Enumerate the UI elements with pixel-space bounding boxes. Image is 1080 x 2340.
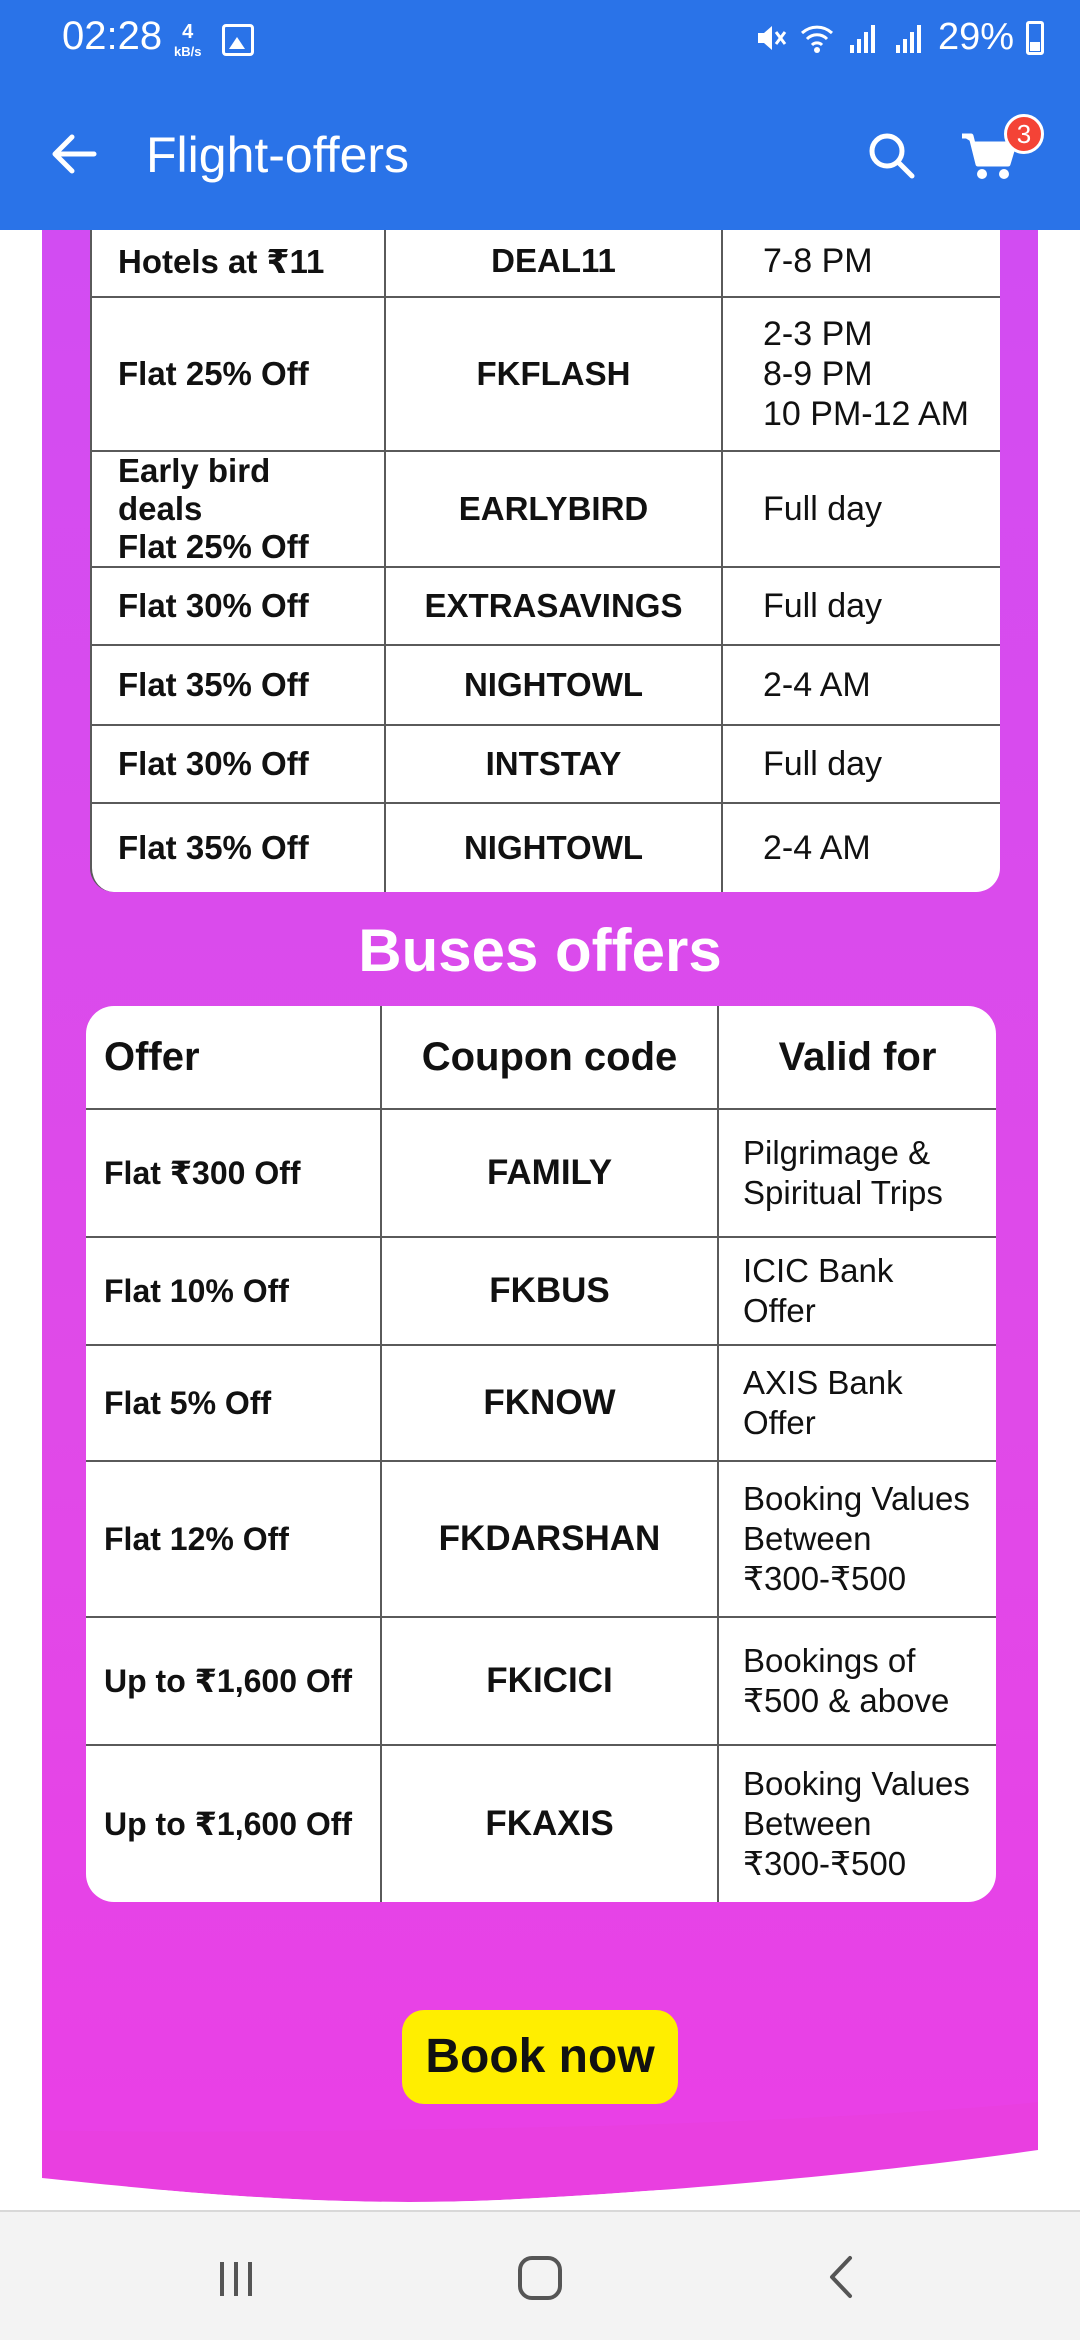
column-header: Coupon code [382, 1006, 719, 1110]
valid-line: ICIC Bank [743, 1252, 894, 1289]
valid-line: ₹500 & above [743, 1682, 950, 1719]
offer-cell [92, 646, 386, 726]
offer-label: Up to ₹1,600 Off [104, 1806, 353, 1842]
recent-apps-icon[interactable] [196, 2242, 276, 2312]
valid-line: 2-3 PM [763, 315, 873, 353]
coupon-code [386, 804, 723, 892]
column-header: Valid for [719, 1006, 996, 1110]
table-row [92, 568, 1000, 646]
coupon-code [382, 1346, 719, 1462]
valid-line: Between [743, 1805, 872, 1842]
valid-label: Full day [763, 490, 883, 528]
offer-cell [92, 804, 386, 892]
coupon-code-label: FKDARSHAN [438, 1519, 661, 1558]
table-row [92, 452, 1000, 568]
mute-icon [754, 21, 788, 55]
offer-label: Up to ₹1,600 Off [104, 1663, 353, 1699]
offer-cell [86, 1110, 382, 1238]
status-time: 02:28 [62, 14, 163, 58]
valid-label: Full day [763, 745, 883, 783]
offer-label: Flat 35% Off [118, 666, 309, 703]
valid-line: Offer [743, 1292, 816, 1329]
valid-line: 8-9 PM [763, 355, 873, 393]
network-speed-value: 4 [182, 21, 194, 43]
coupon-code-label: INTSTAY [485, 745, 622, 782]
coupon-code-label: FKFLASH [476, 355, 631, 392]
signal-icon [846, 21, 880, 55]
valid-cell [719, 1110, 996, 1238]
offer-label: Flat 5% Off [104, 1384, 272, 1421]
valid-label: Full day [763, 587, 883, 625]
column-header: Offer [86, 1006, 382, 1110]
coupon-code-label: FKNOW [483, 1383, 616, 1422]
offer-label: Flat ₹300 Off [104, 1155, 301, 1191]
offer-label: Flat 12% Off [104, 1520, 289, 1557]
offer-cell [92, 726, 386, 804]
coupon-code [382, 1238, 719, 1346]
status-icons [754, 16, 1044, 59]
coupon-code [382, 1462, 719, 1618]
offer-label: Flat 10% Off [104, 1272, 289, 1309]
valid-label: 7-8 PM [763, 242, 873, 280]
page-title: Flight-offers [146, 127, 410, 183]
valid-line: Bookings of [743, 1642, 916, 1679]
buses-offer-table [86, 1006, 996, 1902]
coupon-code-label: DEAL11 [491, 242, 616, 279]
table-header-row [86, 1006, 996, 1110]
image-icon [222, 24, 254, 56]
valid-cell [723, 298, 1000, 452]
valid-line: AXIS Bank [743, 1364, 903, 1401]
valid-label: 2-4 AM [763, 829, 871, 867]
coupon-code [386, 646, 723, 726]
wifi-icon [800, 21, 834, 55]
table-row [86, 1110, 996, 1238]
back-nav-icon[interactable] [802, 2242, 882, 2312]
valid-line: Between [743, 1520, 872, 1557]
valid-line: Spiritual Trips [743, 1174, 943, 1211]
offer-label: Flat 30% Off [118, 587, 309, 624]
offer-cell [86, 1346, 382, 1462]
coupon-code-label: EXTRASAVINGS [424, 587, 683, 624]
hotels-offer-table [90, 230, 1000, 892]
valid-cell [723, 230, 1000, 298]
offer-cell [86, 1618, 382, 1746]
table-row [86, 1746, 996, 1902]
coupon-code [382, 1746, 719, 1902]
valid-cell [719, 1238, 996, 1346]
valid-cell [719, 1618, 996, 1746]
valid-cell [723, 804, 1000, 892]
offer-cell [86, 1462, 382, 1618]
valid-label: 2-4 AM [763, 666, 871, 704]
valid-line: 10 PM-12 AM [763, 395, 969, 433]
coupon-code-label: NIGHTOWL [463, 666, 644, 703]
coupon-code-label: FKAXIS [485, 1804, 614, 1843]
coupon-code [386, 726, 723, 804]
coupon-code-label: NIGHTOWL [463, 829, 644, 866]
coupon-code [386, 298, 723, 452]
offer-label: Hotels at ₹11 [118, 242, 325, 280]
table-row [92, 804, 1000, 892]
valid-cell [723, 452, 1000, 568]
coupon-code [386, 452, 723, 568]
table-row [92, 298, 1000, 452]
back-arrow-icon[interactable] [44, 124, 104, 184]
offer-cell [86, 1238, 382, 1346]
system-nav-bar [0, 2210, 1080, 2340]
offer-cell [92, 452, 386, 568]
offer-label: Flat 35% Off [118, 829, 309, 866]
network-speed-unit: kB/s [174, 44, 202, 59]
network-speed [174, 22, 201, 62]
valid-cell [719, 1346, 996, 1462]
banner-wave-divider [0, 2090, 1080, 2210]
search-icon[interactable] [862, 126, 922, 186]
table-row [86, 1346, 996, 1462]
coupon-code [386, 230, 723, 298]
offer-line: Early bird deals [118, 452, 271, 527]
status-bar [0, 0, 1080, 82]
coupon-code-label: FKBUS [489, 1271, 610, 1310]
offer-cell [92, 568, 386, 646]
valid-cell [723, 568, 1000, 646]
valid-cell [719, 1746, 996, 1902]
home-icon[interactable] [500, 2242, 580, 2312]
signal-icon [892, 21, 926, 55]
table-row [92, 646, 1000, 726]
table-row [92, 230, 1000, 298]
table-row [86, 1462, 996, 1618]
offer-cell [92, 298, 386, 452]
valid-line: Offer [743, 1404, 816, 1441]
offer-line: Flat 25% Off [118, 528, 309, 565]
valid-cell [719, 1462, 996, 1618]
valid-line: ₹300-₹500 [743, 1560, 907, 1597]
cart-badge: 3 [1004, 114, 1044, 154]
valid-cell [723, 646, 1000, 726]
offer-cell [86, 1746, 382, 1902]
valid-cell [723, 726, 1000, 804]
coupon-code [386, 568, 723, 646]
valid-line: Booking Values [743, 1480, 970, 1517]
offer-cell [92, 230, 386, 298]
offers-content [0, 230, 1080, 2210]
coupon-code-label: FKICICI [486, 1661, 613, 1700]
table-row [86, 1238, 996, 1346]
valid-line: Booking Values [743, 1765, 970, 1802]
battery-percent: 29% [937, 16, 1014, 58]
coupon-code-label: EARLYBIRD [458, 490, 649, 527]
coupon-code [382, 1618, 719, 1746]
table-row [92, 726, 1000, 804]
table-row [86, 1618, 996, 1746]
section-title: Buses offers [358, 917, 722, 984]
coupon-code-label: FAMILY [486, 1153, 613, 1192]
valid-line: ₹300-₹500 [743, 1845, 907, 1882]
offer-label: Flat 30% Off [118, 745, 309, 782]
app-bar [0, 82, 1080, 230]
book-now-button[interactable]: Book now [402, 2010, 678, 2104]
valid-line: Pilgrimage & [743, 1134, 931, 1171]
battery-icon [1026, 21, 1044, 55]
coupon-code [382, 1110, 719, 1238]
offer-label: Flat 25% Off [118, 355, 309, 392]
